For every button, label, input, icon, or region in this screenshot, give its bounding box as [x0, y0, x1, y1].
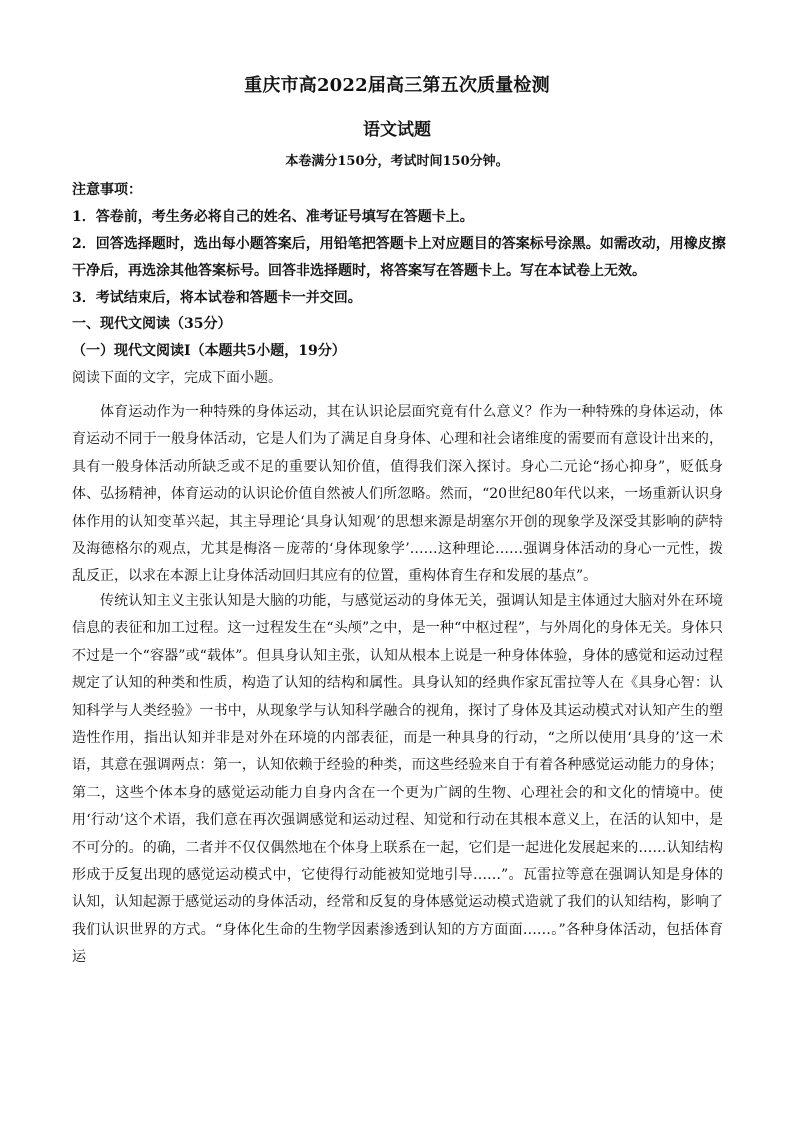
note-item-1: 1．答卷前，考生务必将自己的姓名、准考证号填写在答题卡上。: [72, 209, 474, 225]
exam-title: 重庆市高2022届高三第五次质量检测: [244, 75, 550, 96]
note-item-3: 3．考试结束后，将本试卷和答题卡一并交回。: [72, 290, 362, 306]
section-heading: 一、现代文阅读（35分）: [72, 316, 232, 332]
notes-section: [72, 177, 726, 312]
passage-paragraph-2: 传统认知主义主张认知是大脑的功能，与感觉运动的身体无关，强调认知是主体通过大脑对外在环境信息的表征和加工过程。这一过程发生在“头颅”之中，是一种“中枢过程”，与外周化的身体无关。身体只不过是一个“容器”或“载体”。但具身认知主张，认知从根本上说是一种身体体验，身体的感觉和运动过程规定了认知的种类和性质，构造了认知的结构和属性。具身认知的经典作家瓦雷拉等人在《具身心智：认知科学与人类经验》一书中，从现象学与认知科学融合的视角，探讨了身体及其运动模式对认知产生的塑造性作用，指出认知并非是对外在环境的内部表征，而是一种具身的行动，“之所以使用‘具身的’这一术语，其意在强调两点：第一，认知依赖于经验的种类，而这些经验来自于有着各种感觉运动能力的身体；第二，这些个体本身的感觉运动能力自身内含在一个更为广阔的生物、心理社会的和文化的情境中。使用‘行动’这个术语，我们意在再次强调感觉和运动过程、知觉和行动在其根本意义上，在活的认知中，是不可分的。的确，二者并不仅仅偶然地在个体身上联系在一起，它们是一起进化发展起来的……认知结构形成于反复出现的感觉运动模式中，它使得行动能被知觉地引导……”。瓦雷拉等意在强调认知是身体的认知，认知起源于感觉运动的身体活动，经常和反复的身体感觉运动模式造就了我们的认知结构，影响了我们认识世界的方式。“身体化生命的生物学因素渗透到认知的方方面面……。”各种身体活动，包括体育运: [72, 593, 723, 966]
subject-title: 语文试题: [363, 120, 431, 140]
note-item-2-line-2: 干净后，再选涂其他答案标号。回答非选择题时，将答案写在答题卡上。写在本试卷上无效。: [72, 263, 646, 279]
exam-info: 本卷满分150分，考试时间150分钟。: [285, 154, 509, 169]
reading-section: [72, 311, 722, 392]
section-subheading: （一）现代文阅读Ⅰ（本题共5小题，19分）: [72, 343, 346, 359]
section-instruction: 阅读下面的文字，完成下面小题。: [72, 370, 282, 386]
notes-heading: 注意事项：: [72, 182, 142, 198]
passage-paragraph-1: 体育运动作为一种特殊的身体运动，其在认识论层面究竟有什么意义？作为一种特殊的身体运动，体育运动不同于一般身体活动，它是人们为了满足自身身体、心理和社会诸维度的需要而有意设计出来的，具有一般身体活动所缺乏或不足的重要认知价值，值得我们深入探讨。身心二元论“扬心抑身”，贬低身体、弘扬精神，体育运动的认识论价值自然被人们所忽略。然而，“20世纪80年代以来，一场重新认识身体作用的认知变革兴起，其主导理论‘具身认知观’的思想来源是胡塞尔开创的现象学及深受其影响的萨特及海德格尔的观点，尤其是梅洛－庞蒂的‘身体现象学’……这种理论……强调身体活动的身心一元性，拨乱反正，以求在本源上让身体活动回归其应有的位置，重构体育生存和发展的基点”。: [72, 404, 723, 585]
note-item-2-line-1: 2．回答选择题时，选出每小题答案后，用铅笔把答题卡上对应题目的答案标号涂黑。如需改动，用橡皮擦: [72, 236, 726, 252]
